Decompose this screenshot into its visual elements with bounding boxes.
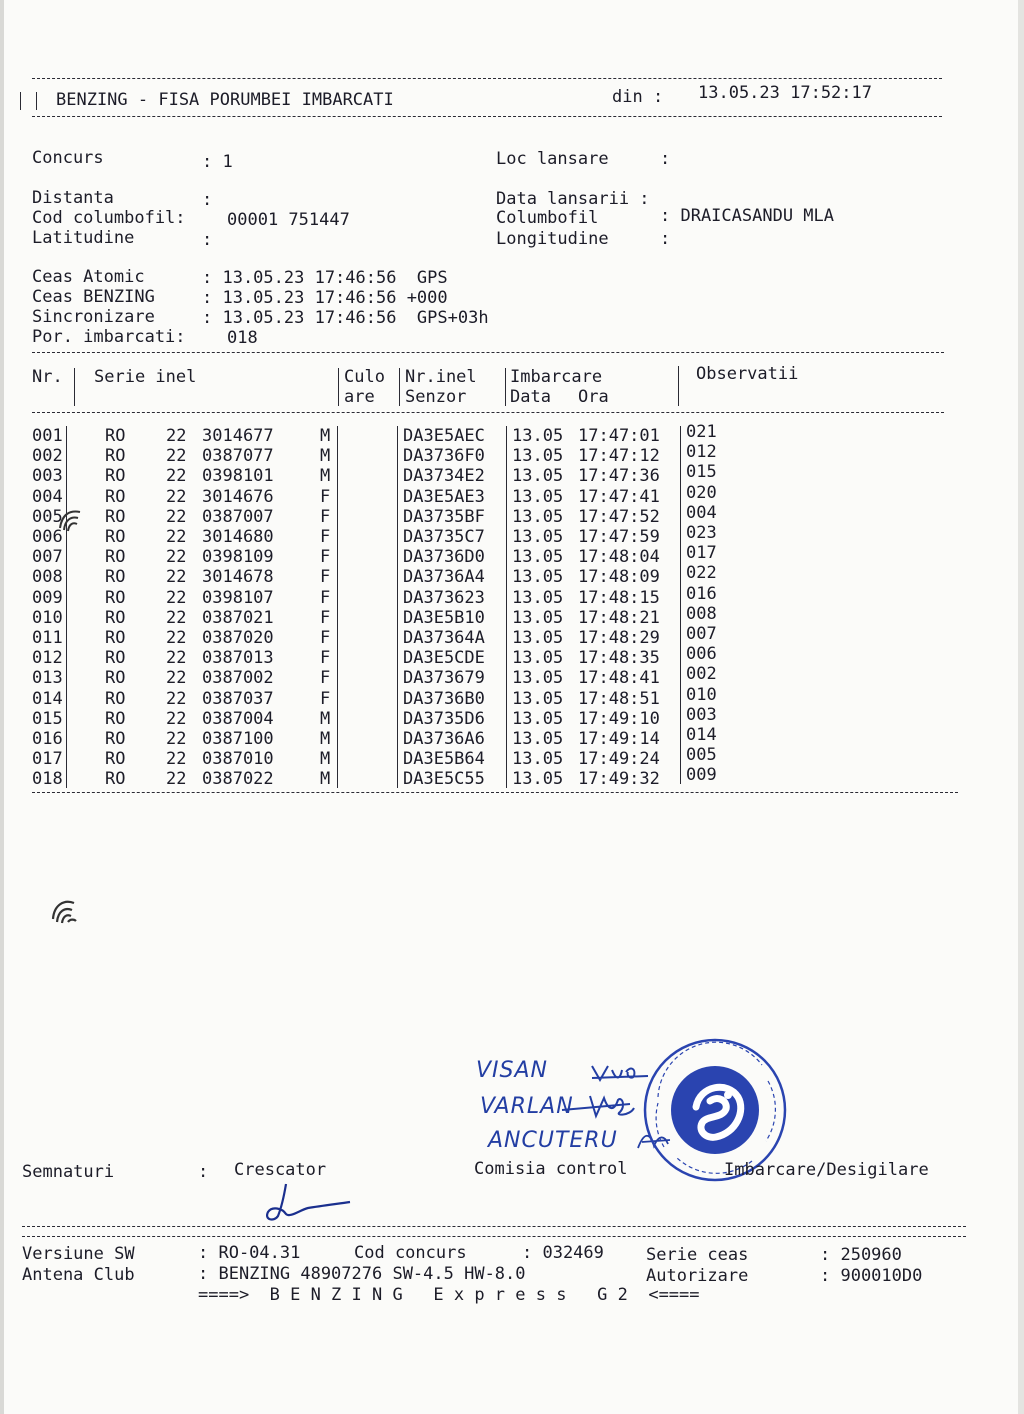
- cell-nr: 002: [32, 446, 63, 467]
- cod-columbofil-value: 00001 751447: [227, 210, 350, 230]
- cell-sex: F: [320, 607, 331, 628]
- concurs-value: : 1: [202, 152, 233, 172]
- cell-obs: 005: [686, 745, 717, 766]
- cell-nr: 005: [32, 506, 63, 527]
- col-header-nr-inel-1: Nr.inel: [405, 367, 477, 387]
- columbofil-value: : DRAICASANDU MLA: [660, 206, 834, 226]
- cell-ora: 17:49:14: [578, 729, 660, 749]
- cell-an: 22: [166, 486, 187, 507]
- cell-sex: M: [320, 446, 331, 467]
- cell-tara: RO: [105, 506, 126, 527]
- footer-rule-2: [22, 1236, 966, 1237]
- benzing-express-brand-line: ====> B E N Z I N G E x p r e s s G 2 <====: [198, 1285, 700, 1305]
- semnaturi-label: Semnaturi: [22, 1162, 115, 1182]
- versiune-label: Versiune SW: [22, 1244, 135, 1264]
- longitudine-value: :: [660, 229, 671, 249]
- col-header-serie-inel: Serie inel: [94, 367, 197, 387]
- col-header-observatii: Observatii: [696, 364, 799, 384]
- cell-nr: 013: [32, 668, 63, 689]
- autorizare-value: : 900010D0: [820, 1266, 923, 1286]
- cell-data: 13.05: [512, 769, 564, 790]
- cell-an: 22: [166, 466, 187, 487]
- col-header-ora: Ora: [578, 387, 609, 407]
- cell-senzor: DA373623: [403, 587, 485, 608]
- body-divider-senzor: [506, 426, 507, 788]
- cell-senzor: DA3736A6: [403, 729, 485, 749]
- din-timestamp: 13.05.23 17:52:17: [698, 83, 872, 103]
- cell-an: 22: [166, 567, 187, 588]
- cell-data: 13.05: [512, 426, 564, 446]
- cell-nr: 017: [32, 749, 63, 770]
- por-imbarcati-value: 018: [227, 328, 258, 348]
- cell-obs: 017: [686, 543, 717, 564]
- col-header-imbarcare: Imbarcare: [510, 367, 603, 387]
- header-divider-nr: [74, 368, 75, 406]
- cell-senzor: DA3735BF: [403, 506, 485, 527]
- cell-tara: RO: [105, 729, 126, 749]
- cell-sex: M: [320, 729, 331, 749]
- cell-tara: RO: [105, 486, 126, 507]
- cell-data: 13.05: [512, 506, 564, 527]
- cell-sex: F: [320, 547, 331, 568]
- antena-label: Antena Club: [22, 1265, 135, 1285]
- header-divider-serie: [338, 368, 339, 406]
- header-divider-culoare: [399, 368, 400, 406]
- cell-senzor: DA3E5CDE: [403, 648, 485, 669]
- cell-tara: RO: [105, 607, 126, 628]
- cell-data: 13.05: [512, 708, 564, 729]
- cell-tara: RO: [105, 708, 126, 729]
- cell-nr: 011: [32, 628, 63, 648]
- cell-nr: 010: [32, 607, 63, 628]
- cell-ora: 17:49:32: [578, 769, 660, 790]
- cell-obs: 003: [686, 704, 717, 725]
- header-top-rule: [32, 78, 942, 79]
- cell-inel: 3014676: [202, 486, 274, 507]
- cell-an: 22: [166, 688, 187, 709]
- cell-nr: 009: [32, 587, 63, 608]
- cell-obs: 020: [686, 482, 717, 503]
- cell-obs: 014: [686, 725, 717, 745]
- cell-an: 22: [166, 708, 187, 729]
- cell-obs: 002: [686, 664, 717, 685]
- cell-ora: 17:47:59: [578, 527, 660, 547]
- cell-an: 22: [166, 446, 187, 467]
- cell-inel: 0387004: [202, 708, 274, 729]
- cell-obs: 023: [686, 523, 717, 543]
- cell-senzor: DA373679: [403, 668, 485, 689]
- cell-senzor: DA3736A4: [403, 567, 485, 588]
- cell-inel: 0387020: [202, 628, 274, 648]
- loc-lansare-label: Loc lansare: [496, 149, 609, 169]
- col-header-culoare-2: are: [344, 387, 375, 407]
- cell-data: 13.05: [512, 749, 564, 770]
- cell-ora: 17:47:36: [578, 466, 660, 487]
- cell-senzor: DA3E5C55: [403, 769, 485, 790]
- columbofil-label: Columbofil: [496, 208, 599, 228]
- handwritten-name-varlan: VARLAN: [480, 1094, 574, 1119]
- cell-sex: M: [320, 769, 331, 790]
- cell-an: 22: [166, 506, 187, 527]
- cell-inel: 0387022: [202, 769, 274, 790]
- cell-inel: 3014677: [202, 426, 274, 446]
- cell-inel: 0387077: [202, 446, 274, 467]
- antena-value: : BENZING 48907276 SW-4.5 HW-8.0: [198, 1264, 526, 1284]
- cell-ora: 17:48:29: [578, 628, 660, 648]
- distanta-label: Distanta: [32, 188, 114, 208]
- header-left-bar-2: [36, 92, 37, 110]
- cell-ora: 17:49:24: [578, 749, 660, 770]
- cell-data: 13.05: [512, 587, 564, 608]
- cell-ora: 17:48:41: [578, 668, 660, 689]
- body-divider-ora: [680, 426, 681, 784]
- cell-tara: RO: [105, 527, 126, 547]
- header-left-bar: [20, 92, 21, 110]
- cell-data: 13.05: [512, 486, 564, 507]
- cell-inel: 0387021: [202, 607, 274, 628]
- cell-data: 13.05: [512, 567, 564, 588]
- cell-data: 13.05: [512, 628, 564, 648]
- cell-senzor: DA3E5B10: [403, 607, 485, 628]
- cell-nr: 003: [32, 466, 63, 487]
- cell-tara: RO: [105, 547, 126, 568]
- latitudine-label: Latitudine: [32, 228, 135, 248]
- cell-inel: 0387002: [202, 668, 274, 689]
- imbarcare-desigilare-label: Imbarcare/Desigilare: [724, 1160, 929, 1180]
- cell-inel: 3014678: [202, 567, 274, 588]
- versiune-value: : RO-04.31: [198, 1243, 301, 1263]
- cell-an: 22: [166, 668, 187, 689]
- smudge-mark-icon-2: [48, 895, 82, 927]
- footer-rule-1: [22, 1226, 966, 1227]
- cell-sex: F: [320, 567, 331, 588]
- cell-ora: 17:48:51: [578, 688, 660, 709]
- cell-senzor: DA3736F0: [403, 446, 485, 467]
- cell-obs: 006: [686, 644, 717, 665]
- cod-concurs-value: : 032469: [522, 1243, 604, 1263]
- page-edge-right: [1018, 0, 1024, 1414]
- loc-lansare-value: :: [660, 149, 671, 169]
- cell-sex: F: [320, 486, 331, 507]
- cell-an: 22: [166, 628, 187, 648]
- cell-tara: RO: [105, 587, 126, 608]
- cell-data: 13.05: [512, 466, 564, 487]
- concurs-label: Concurs: [32, 148, 104, 168]
- cell-nr: 012: [32, 648, 63, 669]
- cell-tara: RO: [105, 688, 126, 709]
- cell-data: 13.05: [512, 729, 564, 749]
- table-bottom-rule: [32, 792, 958, 793]
- autorizare-label: Autorizare: [646, 1266, 749, 1286]
- cell-ora: 17:47:41: [578, 486, 660, 507]
- din-label: din :: [612, 87, 664, 107]
- cell-obs: 016: [686, 583, 717, 604]
- cell-obs: 007: [686, 624, 717, 644]
- sincronizare-label: Sincronizare: [32, 307, 155, 327]
- signature-visan-icon: [590, 1060, 650, 1084]
- cell-obs: 008: [686, 603, 717, 624]
- cell-inel: 0387013: [202, 648, 274, 669]
- cell-nr: 007: [32, 547, 63, 568]
- cell-data: 13.05: [512, 607, 564, 628]
- cell-senzor: DA3736B0: [403, 688, 485, 709]
- cell-inel: 0387100: [202, 729, 274, 749]
- body-divider-nr: [66, 426, 67, 788]
- cell-inel: 0387037: [202, 688, 274, 709]
- cell-senzor: DA3E5AEC: [403, 426, 485, 446]
- ceas-benzing-value: : 13.05.23 17:46:56 +000: [202, 288, 448, 308]
- header-bottom-rule: [32, 116, 942, 117]
- cell-tara: RO: [105, 466, 126, 487]
- cell-obs: 010: [686, 684, 717, 705]
- signature-varlan-icon: [560, 1092, 636, 1122]
- cell-sex: F: [320, 668, 331, 689]
- cell-obs: 015: [686, 462, 717, 483]
- serie-ceas-value: : 250960: [820, 1245, 902, 1265]
- cell-sex: F: [320, 587, 331, 608]
- cell-ora: 17:48:21: [578, 607, 660, 628]
- crescator-signature-icon: [256, 1180, 352, 1224]
- cell-sex: F: [320, 527, 331, 547]
- cell-nr: 014: [32, 688, 63, 709]
- cell-data: 13.05: [512, 688, 564, 709]
- cell-obs: 022: [686, 563, 717, 584]
- cell-obs: 021: [686, 422, 717, 442]
- cell-senzor: DA37364A: [403, 628, 485, 648]
- cell-an: 22: [166, 527, 187, 547]
- cell-tara: RO: [105, 446, 126, 467]
- ceas-benzing-label: Ceas BENZING: [32, 287, 155, 307]
- cell-senzor: DA3735C7: [403, 527, 485, 547]
- cell-an: 22: [166, 769, 187, 790]
- cell-tara: RO: [105, 769, 126, 790]
- cell-obs: 012: [686, 442, 717, 463]
- cell-an: 22: [166, 607, 187, 628]
- col-header-culoare-1: Culo: [344, 367, 385, 387]
- table-top-rule: [32, 352, 944, 353]
- cell-data: 13.05: [512, 648, 564, 669]
- cell-sex: F: [320, 628, 331, 648]
- cell-nr: 006: [32, 527, 63, 547]
- document-title: BENZING - FISA PORUMBEI IMBARCATI: [56, 90, 394, 110]
- body-divider-culoare: [397, 426, 398, 788]
- cell-an: 22: [166, 587, 187, 608]
- cell-sex: M: [320, 708, 331, 729]
- cod-columbofil-label: Cod columbofil:: [32, 208, 186, 228]
- body-divider-sex: [337, 426, 338, 788]
- semnaturi-separator: :: [198, 1162, 209, 1182]
- cell-senzor: DA3735D6: [403, 708, 485, 729]
- distanta-value: :: [202, 190, 213, 210]
- longitudine-label: Longitudine: [496, 229, 609, 249]
- cell-tara: RO: [105, 749, 126, 770]
- serie-ceas-label: Serie ceas: [646, 1245, 749, 1265]
- data-lansarii-label: Data lansarii :: [496, 189, 650, 209]
- cell-ora: 17:48:09: [578, 567, 660, 588]
- crescator-label: Crescator: [234, 1160, 327, 1180]
- cell-sex: F: [320, 688, 331, 709]
- ceas-atomic-label: Ceas Atomic: [32, 267, 145, 287]
- cell-an: 22: [166, 426, 187, 446]
- cell-ora: 17:47:52: [578, 506, 660, 527]
- por-imbarcati-label: Por. imbarcati:: [32, 327, 186, 347]
- col-header-nr: Nr.: [32, 367, 63, 387]
- cell-senzor: DA3E5AE3: [403, 486, 485, 507]
- cell-an: 22: [166, 547, 187, 568]
- cell-ora: 17:47:01: [578, 426, 660, 446]
- cell-tara: RO: [105, 426, 126, 446]
- cell-sex: M: [320, 426, 331, 446]
- cell-sex: F: [320, 506, 331, 527]
- cod-concurs-label: Cod concurs: [354, 1243, 467, 1263]
- ceas-atomic-value: : 13.05.23 17:46:56 GPS: [202, 268, 448, 288]
- table-header-rule: [32, 412, 944, 413]
- cell-nr: 016: [32, 729, 63, 749]
- cell-data: 13.05: [512, 668, 564, 689]
- cell-inel: 3014680: [202, 527, 274, 547]
- cell-ora: 17:48:04: [578, 547, 660, 568]
- cell-sex: M: [320, 749, 331, 770]
- cell-sex: M: [320, 466, 331, 487]
- cell-an: 22: [166, 729, 187, 749]
- cell-sex: F: [320, 648, 331, 669]
- cell-nr: 008: [32, 567, 63, 588]
- comisia-control-label: Comisia control: [474, 1159, 628, 1179]
- cell-data: 13.05: [512, 446, 564, 467]
- cell-data: 13.05: [512, 547, 564, 568]
- cell-tara: RO: [105, 628, 126, 648]
- cell-ora: 17:48:15: [578, 587, 660, 608]
- col-header-nr-inel-2: Senzor: [405, 387, 467, 407]
- header-divider-nrinel: [505, 368, 506, 406]
- handwritten-name-ancuteru: ANCUTERU: [488, 1128, 618, 1153]
- cell-inel: 0387010: [202, 749, 274, 770]
- cell-data: 13.05: [512, 527, 564, 547]
- header-divider-imbarcare: [678, 366, 679, 406]
- cell-tara: RO: [105, 648, 126, 669]
- cell-nr: 004: [32, 486, 63, 507]
- cell-inel: 0387007: [202, 506, 274, 527]
- cell-ora: 17:48:35: [578, 648, 660, 669]
- cell-nr: 001: [32, 426, 63, 446]
- cell-nr: 015: [32, 708, 63, 729]
- cell-inel: 0398109: [202, 547, 274, 568]
- cell-senzor: DA3736D0: [403, 547, 485, 568]
- sincronizare-value: : 13.05.23 17:46:56 GPS+03h: [202, 308, 489, 328]
- handwritten-name-visan: VISAN: [476, 1058, 549, 1083]
- cell-inel: 0398107: [202, 587, 274, 608]
- cell-nr: 018: [32, 769, 63, 790]
- page-edge-left: [0, 0, 4, 1414]
- cell-ora: 17:47:12: [578, 446, 660, 467]
- cell-ora: 17:49:10: [578, 708, 660, 729]
- latitudine-value: :: [202, 230, 213, 250]
- smudge-mark-icon: [56, 506, 86, 534]
- cell-obs: 004: [686, 502, 717, 523]
- cell-tara: RO: [105, 567, 126, 588]
- cell-an: 22: [166, 749, 187, 770]
- cell-senzor: DA3E5B64: [403, 749, 485, 770]
- cell-inel: 0398101: [202, 466, 274, 487]
- cell-senzor: DA3734E2: [403, 466, 485, 487]
- cell-obs: 009: [686, 765, 717, 786]
- col-header-data: Data: [510, 387, 551, 407]
- cell-an: 22: [166, 648, 187, 669]
- cell-tara: RO: [105, 668, 126, 689]
